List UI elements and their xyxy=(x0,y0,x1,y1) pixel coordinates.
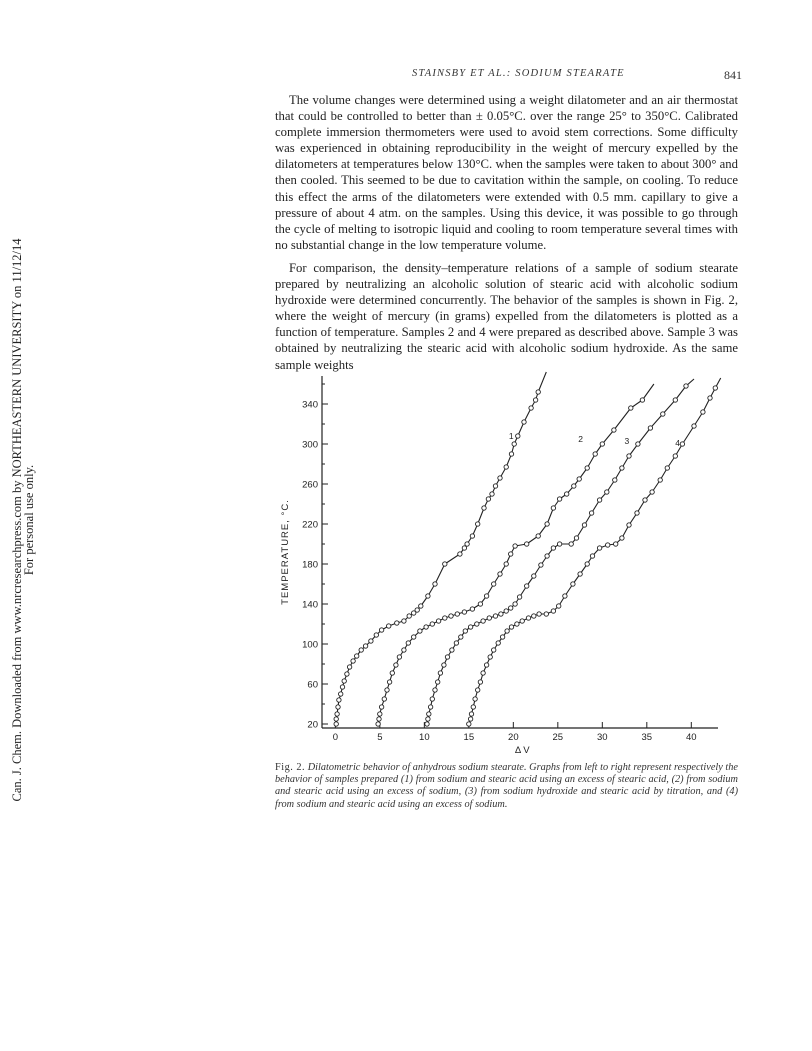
series-3-point xyxy=(450,648,454,652)
series-4-point xyxy=(467,722,471,726)
series-1-point xyxy=(533,398,537,402)
series-2-point xyxy=(376,722,380,726)
page-number: 841 xyxy=(724,68,742,82)
series-4-point xyxy=(680,442,684,446)
y-tick-label: 260 xyxy=(302,479,318,491)
series-3-point xyxy=(428,705,432,709)
series-2-point xyxy=(612,428,616,432)
series-1-point xyxy=(345,672,349,676)
series-4-point xyxy=(505,629,509,633)
series-4-point xyxy=(650,490,654,494)
series-1-point xyxy=(359,648,363,652)
x-axis-label: Δ V xyxy=(514,745,530,756)
series-4-point xyxy=(544,612,548,616)
series-1-point xyxy=(529,406,533,410)
series-2-point xyxy=(382,697,386,701)
series-1-point xyxy=(516,434,520,438)
download-watermark xyxy=(12,80,34,960)
series-2-point xyxy=(585,466,589,470)
series-3-point xyxy=(454,641,458,645)
y-tick-label: 100 xyxy=(302,639,318,651)
series-2-point xyxy=(430,622,434,626)
series-4-point xyxy=(590,554,594,558)
series-3-point xyxy=(517,595,521,599)
series-3-point xyxy=(582,523,586,527)
figure-caption xyxy=(275,762,738,811)
series-4-point xyxy=(500,635,504,639)
series-2-point xyxy=(378,712,382,716)
series-3-point xyxy=(481,619,485,623)
figure-2 xyxy=(278,366,738,766)
series-4-point xyxy=(537,612,541,616)
series-1-point xyxy=(334,722,338,726)
series-1-point xyxy=(339,692,343,696)
series-4-point xyxy=(557,604,561,608)
series-4-point xyxy=(585,562,589,566)
running-head: STAINSBY ET AL.: SODIUM STEARATE xyxy=(412,68,625,79)
series-4-point xyxy=(597,546,601,550)
series-2-point xyxy=(536,534,540,538)
series-4-point xyxy=(473,697,477,701)
series-4-point xyxy=(515,622,519,626)
watermark-line-1: Can. J. Chem. Downloaded from www.nrcresearchpress.com by NORTHEASTERN UNIVERSITY on 11/12/14 xyxy=(10,238,24,802)
series-3-label: 3 xyxy=(624,436,630,446)
series-1-point xyxy=(351,659,355,663)
series-3-point xyxy=(468,625,472,629)
series-4-point xyxy=(673,454,677,458)
series-4-point xyxy=(492,648,496,652)
series-1-point xyxy=(433,582,437,586)
series-4-point xyxy=(478,680,482,684)
series-1-point xyxy=(509,452,513,456)
chart-axes xyxy=(322,376,718,728)
body-text xyxy=(275,92,738,380)
series-1-point xyxy=(458,552,462,556)
series-4-point xyxy=(614,542,618,546)
series-3-point xyxy=(445,655,449,659)
series-4-point xyxy=(606,543,610,547)
series-4-point xyxy=(713,386,717,390)
series-1-point xyxy=(374,633,378,637)
series-1-point xyxy=(493,484,497,488)
series-2-point xyxy=(397,655,401,659)
x-tick-label: 40 xyxy=(686,732,697,743)
y-tick-label: 20 xyxy=(307,719,318,731)
series-3-point xyxy=(532,574,536,578)
series-2-point xyxy=(640,398,644,402)
caption-label: Fig. 2. xyxy=(275,762,306,773)
series-3-point xyxy=(487,616,491,620)
series-4-point xyxy=(627,523,631,527)
series-2-point xyxy=(557,497,561,501)
series-3-point xyxy=(513,602,517,606)
series-1-point xyxy=(443,562,447,566)
series-3-point xyxy=(636,442,640,446)
series-2-point xyxy=(385,688,389,692)
series-3-point xyxy=(551,546,555,550)
series-3-point xyxy=(427,712,431,716)
series-2-point xyxy=(418,629,422,633)
series-2-point xyxy=(484,594,488,598)
series-3-point xyxy=(613,478,617,482)
series-4-point xyxy=(571,582,575,586)
series-3-point xyxy=(545,554,549,558)
series-2-point xyxy=(629,406,633,410)
series-3-point xyxy=(426,717,430,721)
series-3-point xyxy=(589,511,593,515)
series-3-point xyxy=(605,490,609,494)
series-4-point xyxy=(496,641,500,645)
series-3-point xyxy=(436,680,440,684)
series-1-point xyxy=(419,604,423,608)
caption-text: Dilatometric behavior of anhydrous sodium stearate. Graphs from left to right represent respectively the behavior of samples prepared (1) from sodium and stearic acid using an excess of stearic acid, (2) from sodium and stearic acid using an excess of sodium, (3) from sodium hydroxide and stearic acid by titration, and (4) from sodium and stearic acid using an excess of sodium. xyxy=(275,762,739,810)
series-2-point xyxy=(406,641,410,645)
series-2-label: 2 xyxy=(578,434,584,444)
series-3-point xyxy=(569,542,573,546)
series-2-point xyxy=(424,625,428,629)
series-1-point xyxy=(336,705,340,709)
series-4-point xyxy=(665,466,669,470)
series-3-point xyxy=(509,606,513,610)
series-4-point xyxy=(526,616,530,620)
series-3-line xyxy=(427,379,694,724)
series-4-point xyxy=(484,663,488,667)
series-4-point xyxy=(692,424,696,428)
series-1-point xyxy=(482,506,486,510)
series-2-point xyxy=(545,522,549,526)
series-2-point xyxy=(577,477,581,481)
series-3-point xyxy=(430,697,434,701)
series-2-point xyxy=(565,492,569,496)
series-1-point xyxy=(476,522,480,526)
series-3-point xyxy=(574,536,578,540)
series-2-point xyxy=(412,635,416,639)
series-3-point xyxy=(627,454,631,458)
series-4-line xyxy=(469,378,721,724)
series-3-point xyxy=(661,412,665,416)
series-1-point xyxy=(522,420,526,424)
series-1-point xyxy=(395,621,399,625)
series-4-point xyxy=(635,511,639,515)
series-4-point xyxy=(551,609,555,613)
series-4-point xyxy=(658,478,662,482)
series-4-point xyxy=(469,712,473,716)
x-tick-label: 30 xyxy=(597,732,608,743)
x-tick-label: 10 xyxy=(419,732,430,743)
series-3-point xyxy=(459,635,463,639)
dilatometric-chart xyxy=(278,366,738,766)
chart-text xyxy=(280,400,697,757)
series-3-point xyxy=(673,398,677,402)
series-2-point xyxy=(455,612,459,616)
series-1-point xyxy=(334,717,338,721)
series-3-point xyxy=(463,629,467,633)
series-3-point xyxy=(684,384,688,388)
y-tick-label: 180 xyxy=(302,559,318,571)
series-2-point xyxy=(525,542,529,546)
series-2-point xyxy=(377,717,381,721)
series-3-point xyxy=(539,563,543,567)
series-3-point xyxy=(504,609,508,613)
x-tick-label: 5 xyxy=(377,732,383,743)
series-3-point xyxy=(438,671,442,675)
y-axis-label: TEMPERATURE, °C. xyxy=(280,499,291,605)
paragraph-2: For comparison, the density–temperature relations of a sample of sodium stearate prepared by neutralizing an alcoholic solution of stearic acid with alcoholic sodium hydroxide were determined concurrently. The behavior of the samples is shown in Fig. 2, where the weight of mercury (in grams) expelled from the dilatometers is plotted as a function of temperature. Samples 2 and 4 were prepared as described above. Sample 3 was obtained by neutralizing the stearic acid with alcoholic sodium hydroxide. As the same sample weights xyxy=(275,260,738,372)
x-tick-label: 25 xyxy=(552,732,564,743)
series-3-point xyxy=(475,622,479,626)
series-2-point xyxy=(572,484,576,488)
series-1-point xyxy=(426,594,430,598)
series-3-point xyxy=(648,426,652,430)
series-4-point xyxy=(471,705,475,709)
series-4-point xyxy=(708,396,712,400)
series-1-point xyxy=(462,546,466,550)
series-1-point xyxy=(415,608,419,612)
series-1-label: 1 xyxy=(508,431,514,441)
series-4-point xyxy=(532,614,536,618)
series-4-label: 4 xyxy=(675,438,681,448)
series-1-point xyxy=(340,685,344,689)
series-1-point xyxy=(355,654,359,658)
x-tick-label: 35 xyxy=(641,732,653,743)
series-1-point xyxy=(387,624,391,628)
series-2-point xyxy=(513,544,517,548)
series-3-point xyxy=(433,688,437,692)
series-2-point xyxy=(462,610,466,614)
y-tick-label: 300 xyxy=(302,439,318,451)
series-2-point xyxy=(478,602,482,606)
series-1-point xyxy=(498,476,502,480)
y-tick-label: 140 xyxy=(302,599,318,611)
x-tick-label: 0 xyxy=(332,732,338,743)
series-1-point xyxy=(490,492,494,496)
series-3-point xyxy=(557,542,561,546)
series-4-point xyxy=(563,594,567,598)
series-1-point xyxy=(337,698,341,702)
series-1-point xyxy=(407,614,411,618)
series-2-point xyxy=(394,663,398,667)
series-2-point xyxy=(402,648,406,652)
series-2-point xyxy=(379,705,383,709)
series-3-point xyxy=(425,722,429,726)
series-3-point xyxy=(525,584,529,588)
x-tick-label: 15 xyxy=(463,732,475,743)
series-2-point xyxy=(498,572,502,576)
paragraph-1: The volume changes were determined using a weight dilatometer and an air thermostat that could be controlled to better than ± 0.05°C. over the range 25° to 350°C. Calibrated complete immersion thermometers were used to avoid stem corrections. Some difficulty was experienced in obtaining reproducibility in the weight of mercury expelled by the dilatometers at temperatures below 130°C. when the samples were taken to about 300° and then cooled. This seemed to be due to cavitation within the sample, on cooling. To reduce this effect the arms of the dilatometers were extended with 0.5 mm. capillary to give a pressure of about 4 atm. on the samples. Using this device, it was possible to go through the cycle of melting to isotropic liquid and cooling to room temperature several times with no substantial change in the low temperature volume. xyxy=(275,93,738,252)
series-2-point xyxy=(470,607,474,611)
series-2-point xyxy=(551,506,555,510)
series-3-point xyxy=(597,498,601,502)
series-4-point xyxy=(476,688,480,692)
series-1-point xyxy=(347,665,351,669)
series-3-point xyxy=(620,466,624,470)
series-4-point xyxy=(578,572,582,576)
series-4-point xyxy=(488,655,492,659)
watermark-line-2: For personal use only. xyxy=(22,464,36,576)
series-1-point xyxy=(486,497,490,501)
series-1-point xyxy=(536,390,540,394)
series-3-point xyxy=(442,663,446,667)
series-4-point xyxy=(520,619,524,623)
series-1-point xyxy=(470,534,474,538)
series-2-point xyxy=(436,619,440,623)
series-1-point xyxy=(465,542,469,546)
y-tick-label: 60 xyxy=(307,679,318,691)
series-1-point xyxy=(369,639,373,643)
series-1-point xyxy=(335,712,339,716)
series-2-point xyxy=(504,562,508,566)
series-4-point xyxy=(643,498,647,502)
series-2-point xyxy=(390,671,394,675)
series-1-point xyxy=(379,628,383,632)
x-tick-label: 20 xyxy=(508,732,519,743)
series-4-point xyxy=(701,410,705,414)
series-2-point xyxy=(509,552,513,556)
series-2-point xyxy=(443,616,447,620)
series-1-point xyxy=(402,619,406,623)
series-2-point xyxy=(387,680,391,684)
series-3-point xyxy=(493,614,497,618)
series-1-point xyxy=(342,679,346,683)
series-2-point xyxy=(593,452,597,456)
series-4-point xyxy=(509,625,513,629)
series-3-point xyxy=(499,612,503,616)
series-4-point xyxy=(620,536,624,540)
series-2-point xyxy=(600,442,604,446)
series-4-point xyxy=(468,717,472,721)
series-1-point xyxy=(512,442,516,446)
series-2-point xyxy=(449,614,453,618)
series-1-point xyxy=(363,644,367,648)
y-tick-label: 220 xyxy=(302,519,318,531)
chart-points xyxy=(334,384,718,726)
series-2-point xyxy=(492,582,496,586)
y-tick-label: 340 xyxy=(302,399,318,411)
series-4-point xyxy=(481,671,485,675)
series-1-point xyxy=(504,465,508,469)
